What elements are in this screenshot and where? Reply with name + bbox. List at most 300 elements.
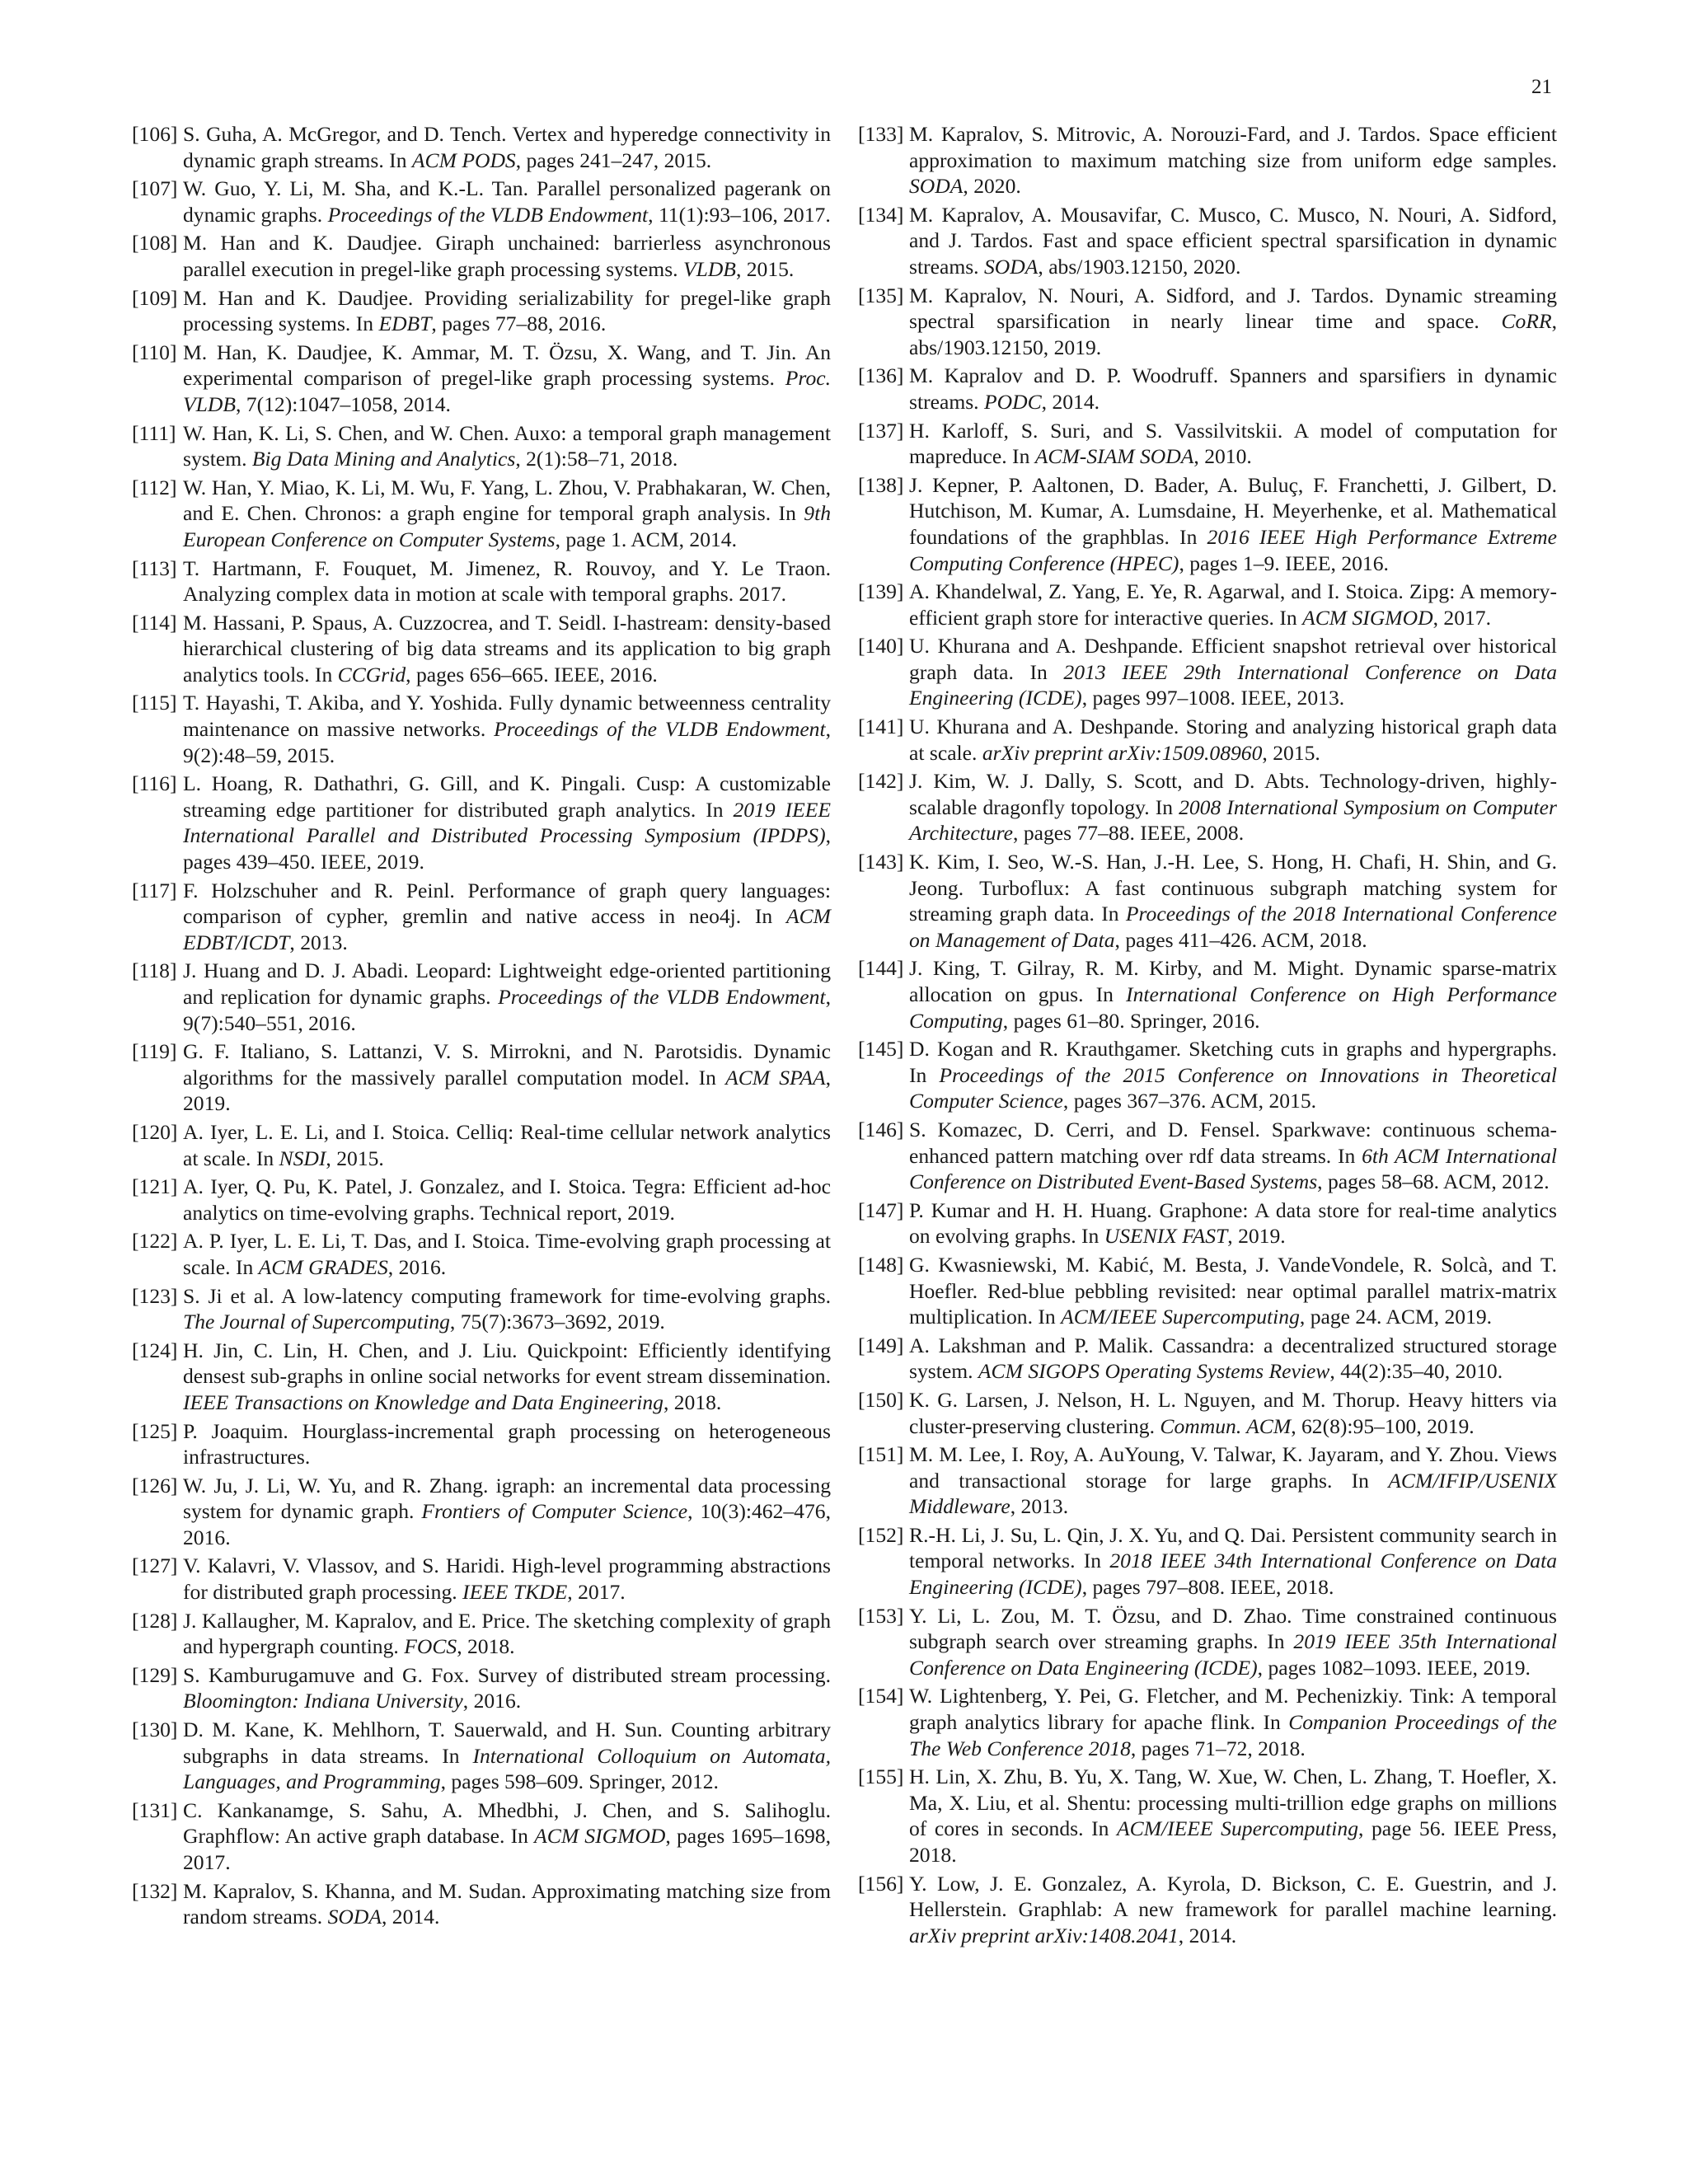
reference-segment: G. F. Italiano, S. Lattanzi, V. S. Mirrokni, and N. Parotsidis. Dynamic algorithms for the massively parallel computation model. In (183, 1039, 831, 1090)
reference-number: [115] (132, 691, 177, 715)
reference-segment: C. Kankanamge, S. Sahu, A. Mhedbhi, J. Chen, and S. Salihoglu. Graphflow: An active graph database. In (183, 1797, 831, 1849)
reference-text (183, 1797, 831, 1876)
reference-venue: PODC (983, 389, 1042, 414)
reference-segment: H. Karloff, S. Suri, and S. Vassilvitskii. A model of computation for mapreduce. In (909, 418, 1557, 469)
reference-text (183, 878, 831, 956)
reference-text (909, 1036, 1557, 1114)
reference-segment: , 11(1):93–106, 2017. (648, 202, 831, 227)
reference-number: [142] (858, 769, 904, 794)
reference-segment: J. Kim, W. J. Dally, S. Scott, and D. Abts. Technology-driven, highly-scalable dragonfly topology. In (909, 769, 1557, 819)
reference-segment: M. Han, K. Daudjee, K. Ammar, M. T. Özsu, X. Wang, and T. Jin. An experimental comparison of pregel-like graph processing systems. (183, 340, 831, 391)
reference-text (183, 958, 831, 1036)
reference-entry (858, 579, 1557, 630)
reference-segment: , pages 71–72, 2018. (1130, 1736, 1306, 1760)
reference-segment: K. G. Larsen, J. Nelson, H. L. Nguyen, and M. Thorup. Heavy hitters via cluster-preserving clustering. (909, 1387, 1557, 1438)
reference-venue: SODA (983, 254, 1039, 279)
reference-segment: , 2017. (1432, 605, 1491, 630)
reference-segment: M. Hassani, P. Spaus, A. Cuzzocrea, and T. Seidl. I-hastream: density-based hierarchical clustering of big data streams and its application to big graph analytics tools. In (183, 610, 831, 687)
reference-number: [130] (132, 1718, 178, 1742)
reference-venue: Proceedings of the VLDB Endowment (498, 985, 826, 1009)
reference-number: [111] (132, 420, 176, 445)
reference-text (909, 714, 1557, 766)
reference-entry (858, 1333, 1557, 1385)
reference-entry (858, 633, 1557, 711)
reference-number: [147] (858, 1197, 904, 1222)
reference-text (183, 690, 831, 768)
reference-number: [137] (858, 418, 904, 443)
reference-segment: L. Hoang, R. Dathathri, G. Gill, and K. Pingali. Cusp: A customizable streaming edge partitioner for distributed graph analytics. In (183, 771, 831, 822)
reference-venue: Proceedings of the 2015 Conference on Innovations in Theoretical Computer Science (909, 1062, 1557, 1113)
reference-segment: M. Kapralov and D. P. Woodruff. Spanners and sparsifiers in dynamic streams. (909, 363, 1557, 414)
reference-segment: G. Kwasniewski, M. Kabić, M. Besta, J. VandeVondele, R. Solcà, and T. Hoefler. Red-blue pebbling revisited: near optimal parallel matrix-matrix multiplication. In (909, 1252, 1557, 1329)
reference-text (183, 1878, 831, 1930)
reference-number: [114] (132, 610, 177, 635)
reference-segment: F. Holzschuher and R. Peinl. Performance of graph query languages: comparison of cypher, gremlin and native access in neo4j. In (183, 878, 831, 929)
reference-entry (858, 363, 1557, 415)
reference-entry (132, 771, 831, 874)
reference-entry (132, 610, 831, 688)
reference-segment: , pages 656–665. IEEE, 2016. (406, 662, 658, 687)
reference-entry (858, 1603, 1557, 1681)
reference-segment: , 2(1):58–71, 2018. (515, 447, 678, 471)
reference-number: [116] (132, 771, 177, 796)
page-number: 21 (1531, 76, 1552, 98)
reference-number: [108] (132, 231, 178, 255)
reference-segment: M. M. Lee, I. Roy, A. AuYoung, V. Talwar, K. Jayaram, and Y. Zhou. Views and transactional storage for large graphs. In (909, 1442, 1557, 1493)
reference-entry (858, 1117, 1557, 1195)
reference-entry (132, 340, 831, 418)
reference-text (183, 1283, 831, 1335)
reference-segment: W. Lightenberg, Y. Pei, G. Fletcher, and M. Pechenizkiy. Tink: A temporal graph analytics library for apache flink. In (909, 1684, 1557, 1735)
reference-segment: , pages 241–247, 2015. (515, 148, 712, 172)
reference-entry (858, 768, 1557, 846)
reference-segment: A. Khandelwal, Z. Yang, E. Ye, R. Agarwal, and I. Stoica. Zipg: A memory-efficient graph store for interactive queries. In (909, 579, 1557, 630)
reference-segment: , pages 439–450. IEEE, 2019. (183, 823, 831, 874)
reference-number: [143] (858, 850, 904, 874)
reference-text (909, 1197, 1557, 1249)
reference-venue: Bloomington: Indiana University (183, 1689, 463, 1713)
reference-segment: , 2010. (1193, 444, 1252, 469)
reference-number: [153] (858, 1603, 904, 1628)
reference-entry (858, 714, 1557, 766)
reference-entry (132, 1038, 831, 1117)
reference-number: [122] (132, 1229, 178, 1254)
reference-segment: A. Iyer, Q. Pu, K. Patel, J. Gonzalez, and I. Stoica. Tegra: Efficient ad-hoc analytics on time-evolving graphs. Technical report, 2019. (183, 1174, 831, 1225)
reference-text (909, 363, 1557, 415)
reference-number: [133] (858, 122, 904, 146)
reference-number: [146] (858, 1117, 904, 1141)
reference-segment: M. Han and K. Daudjee. Providing serializability for pregel-like graph processing systems. In (183, 285, 831, 336)
reference-number: [118] (132, 958, 177, 983)
reference-segment: T. Hartmann, F. Fouquet, M. Jimenez, R. Rouvoy, and Y. Le Traon. Analyzing complex data in motion at scale with temporal graphs. 2017. (183, 555, 831, 607)
reference-text (909, 1387, 1557, 1439)
reference-segment: V. Kalavri, V. Vlassov, and S. Haridi. High-level programming abstractions for distributed graph processing. (183, 1554, 831, 1605)
reference-segment: , pages 598–609. Springer, 2012. (440, 1769, 719, 1794)
reference-segment: D. M. Kane, K. Mehlhorn, T. Sauerwald, and H. Sun. Counting arbitrary subgraphs in data streams. In (183, 1718, 831, 1768)
reference-entry (858, 849, 1557, 953)
reference-entry (132, 1473, 831, 1551)
reference-segment: J. Kallaugher, M. Kapralov, and E. Price. The sketching complexity of graph and hypergraph counting. (183, 1608, 831, 1659)
reference-segment: , pages 797–808. IEEE, 2018. (1081, 1575, 1334, 1600)
references-left-column (132, 121, 831, 1933)
reference-venue: ACM/IEEE Supercomputing (1117, 1816, 1358, 1841)
reference-number: [110] (132, 340, 177, 364)
reference-segment: , 62(8):95–100, 2019. (1291, 1413, 1475, 1438)
reference-entry (858, 202, 1557, 280)
reference-segment: , 2016. (387, 1254, 447, 1279)
reference-number: [136] (858, 363, 904, 388)
reference-venue: The Journal of Supercomputing (183, 1310, 450, 1334)
reference-segment: W. Guo, Y. Li, M. Sha, and K.-L. Tan. Parallel personalized pagerank on dynamic graphs. (183, 176, 831, 227)
reference-text (909, 121, 1557, 199)
reference-number: [151] (858, 1442, 904, 1467)
reference-venue: NSDI (279, 1146, 326, 1170)
reference-venue: ACM PODS (411, 148, 516, 172)
reference-segment: W. Han, K. Li, S. Chen, and W. Chen. Auxo: a temporal graph management system. (183, 420, 831, 471)
reference-text (909, 1333, 1557, 1385)
reference-segment: P. Kumar and H. H. Huang. Graphone: A data store for real-time analytics on evolving graphs. In (909, 1197, 1557, 1249)
reference-segment: W. Ju, J. Li, W. Yu, and R. Zhang. igraph: an incremental data processing system for dynamic graph. (183, 1473, 831, 1524)
reference-text (183, 610, 831, 688)
reference-venue: 2018 IEEE 34th International Conference on Data Engineering (ICDE) (909, 1549, 1557, 1600)
reference-entry (132, 1553, 831, 1605)
reference-entry (132, 1608, 831, 1660)
reference-number: [113] (132, 555, 177, 580)
reference-number: [149] (858, 1333, 904, 1357)
reference-number: [126] (132, 1473, 178, 1497)
reference-segment: A. Lakshman and P. Malik. Cassandra: a decentralized structured storage system. (909, 1333, 1557, 1384)
reference-text (183, 176, 831, 227)
reference-venue: 2016 IEEE High Performance Extreme Computing Conference (HPEC) (909, 524, 1557, 575)
reference-text (183, 1119, 831, 1171)
reference-segment: U. Khurana and A. Deshpande. Storing and analyzing historical graph data at scale. (909, 715, 1557, 765)
reference-number: [112] (132, 475, 177, 499)
reference-number: [106] (132, 122, 178, 146)
reference-segment: , 2013. (289, 930, 348, 954)
reference-segment: , pages 77–88, 2016. (431, 312, 607, 336)
reference-number: [144] (858, 956, 904, 981)
reference-text (909, 1522, 1557, 1601)
reference-text (183, 121, 831, 173)
reference-text (183, 1338, 831, 1416)
reference-number: [120] (132, 1119, 178, 1144)
reference-text (909, 1441, 1557, 1520)
reference-text (909, 579, 1557, 630)
references-right-column (858, 121, 1557, 1951)
reference-number: [128] (132, 1608, 178, 1633)
reference-number: [156] (858, 1871, 904, 1896)
reference-number: [119] (132, 1039, 177, 1064)
reference-segment: U. Khurana and A. Deshpande. Efficient snapshot retrieval over historical graph data. In (909, 634, 1557, 684)
reference-text (909, 283, 1557, 361)
reference-venue: Proceedings of the VLDB Endowment (327, 202, 649, 227)
reference-segment: , 2014. (381, 1905, 440, 1929)
reference-entry (132, 1797, 831, 1876)
reference-venue: CoRR (1501, 309, 1552, 334)
reference-venue: SODA (327, 1905, 382, 1929)
reference-entry (132, 1717, 831, 1795)
reference-segment: , 2015. (1262, 740, 1320, 765)
reference-entry (858, 472, 1557, 576)
reference-venue: 2013 IEEE 29th International Conference on Data Engineering (ICDE) (909, 659, 1557, 710)
reference-entry (132, 555, 831, 607)
reference-entry (132, 1174, 831, 1226)
reference-segment: S. Guha, A. McGregor, and D. Tench. Vertex and hyperedge connectivity in dynamic graph streams. In (183, 122, 831, 172)
reference-number: [123] (132, 1283, 178, 1308)
reference-segment: , 2017. (567, 1580, 626, 1605)
reference-venue: ACM SIGMOD (1302, 605, 1433, 630)
reference-venue: Commun. ACM (1160, 1413, 1292, 1438)
reference-segment: , pages 77–88. IEEE, 2008. (1013, 821, 1245, 846)
reference-venue: ACM SPAA (725, 1065, 826, 1090)
reference-segment: J. King, T. Gilray, R. M. Kirby, and M. Might. Dynamic sparse-matrix allocation on gpus. In (909, 956, 1557, 1006)
reference-entry (858, 1252, 1557, 1330)
reference-segment: D. Kogan and R. Krauthgamer. Sketching cuts in graphs and hypergraphs. In (909, 1037, 1557, 1087)
reference-entry (858, 121, 1557, 199)
reference-entry (858, 1871, 1557, 1949)
reference-text (909, 1603, 1557, 1681)
reference-entry (858, 1197, 1557, 1249)
reference-segment: , 2020. (963, 174, 1021, 199)
reference-segment: , pages 367–376. ACM, 2015. (1062, 1089, 1317, 1113)
reference-number: [145] (858, 1037, 904, 1062)
reference-text (909, 768, 1557, 846)
reference-venue: SODA (909, 174, 964, 199)
reference-text (183, 1418, 831, 1470)
reference-segment: , page 24. ACM, 2019. (1299, 1305, 1493, 1329)
reference-number: [154] (858, 1684, 904, 1708)
reference-text (183, 420, 831, 472)
reference-segment: M. Kapralov, S. Mitrovic, A. Norouzi-Fard, and J. Tardos. Space efficient approximation to maximum matching size from uniform edge samples. (909, 122, 1557, 172)
reference-venue: Proc. VLDB (183, 366, 831, 416)
reference-entry (858, 1764, 1557, 1868)
reference-number: [124] (132, 1338, 178, 1362)
reference-number: [132] (132, 1878, 178, 1903)
reference-segment: W. Han, Y. Miao, K. Li, M. Wu, F. Yang, L. Zhou, V. Prabhakaran, W. Chen, and E. Chen. Chronos: a graph engine for temporal graph analysis. In (183, 475, 831, 526)
reference-venue: ACM GRADES (258, 1254, 388, 1279)
reference-segment: S. Kamburugamuve and G. Fox. Survey of distributed stream processing. (183, 1662, 831, 1687)
reference-segment: , pages 1–9. IEEE, 2016. (1179, 551, 1389, 575)
reference-entry (858, 1036, 1557, 1114)
reference-segment: K. Kim, I. Seo, W.-S. Han, J.-H. Lee, S. Hong, H. Chafi, H. Shin, and G. Jeong. Turboflux: A fast continuous subgraph matching system for streaming graph data. In (909, 850, 1557, 926)
reference-text (183, 1174, 831, 1226)
reference-segment: S. Komazec, D. Cerri, and D. Fensel. Sparkwave: continuous schema-enhanced pattern matching over rdf data streams. In (909, 1117, 1557, 1168)
reference-segment: , 2015. (326, 1146, 384, 1170)
reference-entry (858, 418, 1557, 470)
reference-venue: Frontiers of Computer Science (421, 1499, 688, 1524)
reference-text (183, 1473, 831, 1551)
reference-text (183, 1608, 831, 1660)
reference-segment: , pages 997–1008. IEEE, 2013. (1081, 686, 1345, 710)
reference-text (183, 230, 831, 282)
reference-number: [121] (132, 1174, 178, 1199)
reference-entry (132, 690, 831, 768)
reference-number: [141] (858, 715, 904, 739)
reference-segment: A. P. Iyer, L. E. Li, T. Das, and I. Stoica. Time-evolving graph processing at scale. In (183, 1229, 831, 1279)
reference-entry (132, 230, 831, 282)
reference-entry (858, 1683, 1557, 1761)
reference-number: [117] (132, 878, 177, 902)
reference-entry (858, 1387, 1557, 1439)
reference-venue: ACM SIGOPS Operating Systems Review (978, 1359, 1330, 1384)
reference-segment: , pages 1695–1698, 2017. (183, 1824, 832, 1874)
reference-text (909, 418, 1557, 470)
reference-entry (858, 955, 1557, 1033)
reference-text (909, 955, 1557, 1033)
reference-text (909, 633, 1557, 711)
reference-segment: , 2016. (462, 1689, 522, 1713)
reference-number: [139] (858, 579, 904, 604)
reference-segment: , 2013. (1010, 1494, 1069, 1519)
reference-segment: Y. Low, J. E. Gonzalez, A. Kyrola, D. Bickson, C. E. Guestrin, and J. Hellerstein. Graphlab: A new framework for parallel machine learning. (909, 1871, 1557, 1922)
reference-segment: H. Jin, C. Lin, H. Chen, and J. Liu. Quickpoint: Efficiently identifying densest sub-graphs in online social networks for event stream dissemination. (183, 1338, 831, 1389)
reference-venue: Proceedings of the 2018 International Conference on Management of Data (909, 902, 1557, 952)
reference-venue: IEEE TKDE (462, 1580, 568, 1605)
reference-segment: M. Kapralov, S. Khanna, and M. Sudan. Approximating matching size from random streams. (183, 1878, 831, 1929)
reference-segment: , 2018. (457, 1634, 515, 1659)
reference-text (909, 472, 1557, 576)
reference-venue: VLDB (682, 256, 736, 281)
reference-venue: Proceedings of the VLDB Endowment (494, 717, 826, 742)
reference-venue: arXiv preprint arXiv:1408.2041 (909, 1923, 1179, 1947)
reference-venue: ACM EDBT/ICDT (183, 904, 831, 954)
reference-entry (132, 1338, 831, 1416)
reference-number: [125] (132, 1418, 178, 1443)
reference-segment: M. Kapralov, A. Mousavifar, C. Musco, C. Musco, N. Nouri, A. Sidford, and J. Tardos. Fast and space efficient spectral sparsification in dynamic streams. (909, 202, 1557, 279)
reference-venue: ACM SIGMOD (534, 1824, 666, 1849)
reference-number: [140] (858, 634, 904, 658)
reference-entry (132, 475, 831, 553)
reference-segment: J. Kepner, P. Aaltonen, D. Bader, A. Buluç, F. Franchetti, J. Gilbert, D. Hutchison, M. Kumar, A. Lumsdaine, H. Meyerhenke, et al. Mathematical foundations of the graphblas. In (909, 472, 1557, 549)
reference-segment: , 2018. (663, 1390, 722, 1414)
reference-segment: T. Hayashi, T. Akiba, and Y. Yoshida. Fully dynamic betweenness centrality maintenance on massive networks. (183, 691, 831, 742)
reference-segment: H. Lin, X. Zhu, B. Yu, X. Tang, W. Xue, W. Chen, L. Zhang, T. Hoefler, X. Ma, X. Liu, et al. Shentu: processing multi-trillion edge graphs on millions of cores in seconds. In (909, 1765, 1557, 1841)
reference-entry (132, 121, 831, 173)
reference-segment: R.-H. Li, J. Su, L. Qin, J. X. Yu, and Q. Dai. Persistent community search in temporal networks. In (909, 1522, 1557, 1573)
reference-entry (132, 1418, 831, 1470)
reference-segment: A. Iyer, L. E. Li, and I. Stoica. Celliq: Real-time cellular network analytics at scale. In (183, 1119, 831, 1170)
reference-venue: ACM/IFIP/USENIX Middleware (909, 1468, 1557, 1519)
reference-text (909, 849, 1557, 953)
reference-segment: , abs/1903.12150, 2020. (1038, 254, 1241, 279)
reference-text (909, 1117, 1557, 1195)
reference-text (183, 1662, 831, 1714)
reference-venue: 2019 IEEE 35th International Conference on Data Engineering (ICDE) (909, 1629, 1557, 1680)
reference-entry (858, 1441, 1557, 1520)
reference-text (183, 1038, 831, 1117)
reference-number: [152] (858, 1522, 904, 1547)
reference-text (183, 1228, 831, 1280)
reference-entry (132, 285, 831, 337)
reference-text (183, 340, 831, 418)
reference-text (183, 1717, 831, 1795)
reference-segment: , 9(7):540–551, 2016. (183, 985, 831, 1035)
reference-segment: , pages 411–426. ACM, 2018. (1114, 927, 1367, 952)
reference-segment: , page 1. ACM, 2014. (555, 527, 737, 551)
reference-venue: International Conference on High Performance Computing (909, 982, 1557, 1033)
reference-number: [127] (132, 1554, 178, 1578)
reference-venue: FOCS (404, 1634, 457, 1659)
reference-text (183, 555, 831, 607)
reference-number: [138] (858, 472, 904, 497)
reference-entry (858, 283, 1557, 361)
reference-entry (132, 1119, 831, 1171)
reference-segment: , abs/1903.12150, 2019. (909, 309, 1557, 359)
reference-number: [134] (858, 202, 904, 227)
reference-venue: 2019 IEEE International Parallel and Distributed Processing Symposium (IPDPS) (183, 797, 831, 848)
reference-segment: , pages 58–68. ACM, 2012. (1317, 1169, 1550, 1194)
reference-venue: 9th European Conference on Computer Systems (183, 501, 831, 551)
reference-entry (132, 958, 831, 1036)
reference-venue: Big Data Mining and Analytics (251, 447, 516, 471)
reference-entry (132, 1283, 831, 1335)
reference-number: [131] (132, 1797, 178, 1822)
reference-text (183, 475, 831, 553)
reference-venue: USENIX FAST (1104, 1224, 1228, 1249)
reference-segment: , 75(7):3673–3692, 2019. (449, 1310, 665, 1334)
reference-venue: Companion Proceedings of the The Web Conference 2018 (909, 1710, 1557, 1760)
reference-venue: CCGrid (337, 662, 406, 687)
reference-text (183, 1553, 831, 1605)
reference-segment: J. Huang and D. J. Abadi. Leopard: Lightweight edge-oriented partitioning and replication for dynamic graphs. (183, 958, 831, 1009)
reference-number: [109] (132, 285, 178, 310)
reference-venue: EDBT (378, 312, 432, 336)
reference-text (909, 1252, 1557, 1330)
reference-number: [135] (858, 283, 904, 307)
reference-segment: , 9(2):48–59, 2015. (183, 717, 831, 767)
reference-venue: ACM/IEEE Supercomputing (1061, 1305, 1300, 1329)
reference-venue: 2008 International Symposium on Computer Architecture (909, 794, 1557, 846)
reference-number: [107] (132, 176, 178, 201)
reference-segment: Y. Li, L. Zou, M. T. Özsu, and D. Zhao. Time constrained continuous subgraph search over streaming graphs. In (909, 1603, 1557, 1654)
reference-segment: , 2019. (1227, 1224, 1286, 1249)
reference-venue: arXiv preprint arXiv:1509.08960 (982, 740, 1263, 765)
reference-segment: , 7(12):1047–1058, 2014. (235, 391, 451, 416)
reference-segment: M. Kapralov, N. Nouri, A. Sidford, and J. Tardos. Dynamic streaming spectral sparsification in nearly linear time and space. (909, 283, 1557, 334)
reference-text (909, 1764, 1557, 1868)
reference-number: [148] (858, 1252, 904, 1277)
reference-entry (858, 1522, 1557, 1601)
reference-segment: , 2015. (735, 256, 795, 281)
reference-venue: IEEE Transactions on Knowledge and Data Engineering (183, 1390, 663, 1414)
reference-segment: , pages 1082–1093. IEEE, 2019. (1257, 1655, 1531, 1680)
reference-segment: , 10(3):462–476, 2016. (183, 1499, 831, 1549)
reference-entry (132, 176, 831, 227)
reference-venue: ACM-SIAM SODA (1034, 444, 1194, 469)
reference-segment: , 2019. (183, 1065, 832, 1116)
reference-venue: International Colloquium on Automata, Languages, and Programming (183, 1743, 831, 1794)
reference-segment: , 2014. (1041, 389, 1100, 414)
reference-segment: S. Ji et al. A low-latency computing framework for time-evolving graphs. (183, 1283, 831, 1308)
reference-segment: , 2014. (1178, 1923, 1237, 1947)
reference-segment: , page 56. IEEE Press, 2018. (909, 1816, 1557, 1867)
reference-text (909, 202, 1557, 280)
reference-entry (132, 420, 831, 472)
reference-venue: 6th ACM International Conference on Distributed Event-Based Systems (909, 1143, 1557, 1194)
reference-segment: M. Han and K. Daudjee. Giraph unchained: barrierless asynchronous parallel execution in pregel-like graph processing systems. (183, 231, 831, 281)
reference-segment: P. Joaquim. Hourglass-incremental graph processing on heterogeneous infrastructures. (183, 1418, 831, 1469)
reference-text (183, 771, 831, 874)
reference-number: [155] (858, 1765, 904, 1789)
reference-entry (132, 878, 831, 956)
reference-text (909, 1683, 1557, 1761)
reference-entry (132, 1228, 831, 1280)
reference-number: [129] (132, 1662, 178, 1687)
reference-segment: , pages 61–80. Springer, 2016. (1002, 1008, 1260, 1033)
reference-segment: , 44(2):35–40, 2010. (1329, 1359, 1503, 1384)
reference-text (909, 1871, 1557, 1949)
reference-entry (132, 1878, 831, 1930)
